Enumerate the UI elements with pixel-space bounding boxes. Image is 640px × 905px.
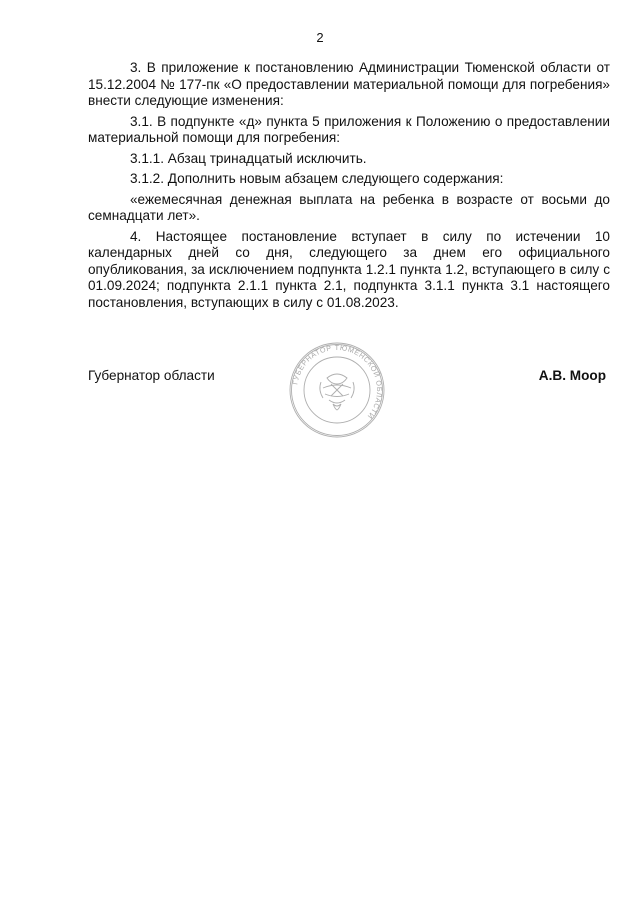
seal-ring-text: ГУБЕРНАТОР ТЮМЕНСКОЙ ОБЛАСТИ — [290, 342, 385, 421]
paragraph-3-1-1: 3.1.1. Абзац тринадцатый исключить. — [130, 150, 367, 166]
svg-text:ГУБЕРНАТОР ТЮМЕНСКОЙ ОБЛАСТИ — [290, 343, 384, 421]
page-number: 2 — [316, 30, 324, 45]
signer-name: А.В. Моор — [538, 368, 606, 383]
official-seal-icon — [287, 340, 387, 440]
document-body — [88, 60, 610, 315]
paragraph-3-1-2: 3.1.2. Дополнить новым абзацем следующего содержания: — [130, 171, 504, 186]
paragraph-4: 4. Настоящее постановление вступает в силу по истечении 10 календарных дней со дня, следующего за днем его официального опубликования, за исключением подпункта 1.2.1 пункта 1.2, вступающего в силу с 01.09.2024; подпункта 2.1.1 пункта 2.1, подпункта 3.1.1 пункта 3.1 настоящего постановления, вступающих в силу с 01.08.2023. — [88, 228, 610, 310]
quoted-new-paragraph: «ежемесячная денежная выплата на ребенка в возрасте от восьми до семнадцати лет». — [88, 191, 610, 223]
paragraph-3: 3. В приложение к постановлению Администрации Тюменской области от 15.12.2004 № 177-пк «О предоставлении материальной помощи для погребения» внести следующие изменения: — [88, 60, 610, 108]
signer-title: Губернатор области — [88, 368, 215, 383]
paragraph-3-1: 3.1. В подпункте «д» пункта 5 приложения к Положению о предоставлении материальной помощи для погребения: — [88, 113, 610, 145]
